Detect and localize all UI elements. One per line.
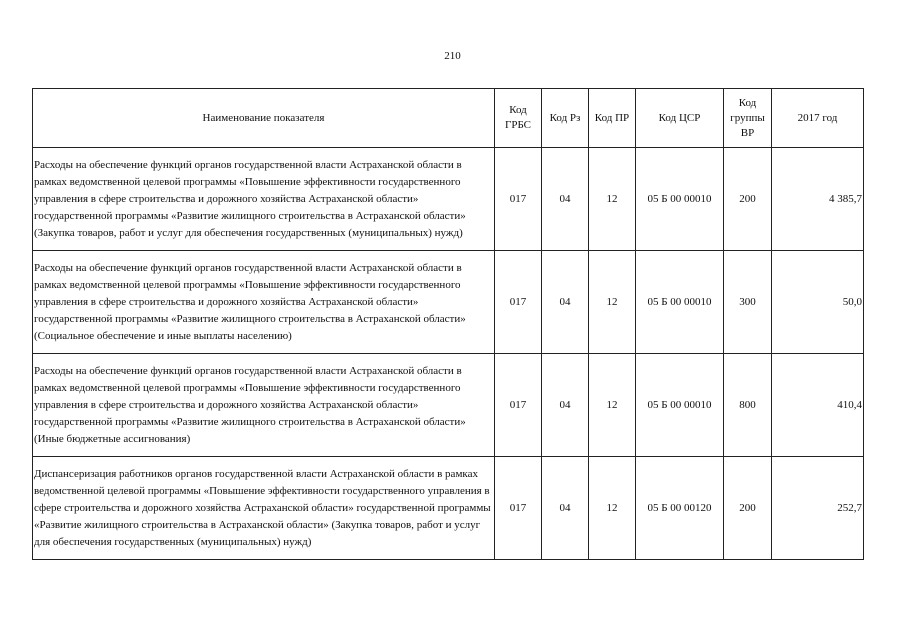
row-rz: 04 <box>542 148 589 251</box>
row-vr: 200 <box>724 457 772 560</box>
header-name: Наименование показателя <box>33 89 495 148</box>
table-row <box>33 148 864 251</box>
row-grbs: 017 <box>495 251 542 354</box>
row-csr: 05 Б 00 00010 <box>636 148 724 251</box>
row-grbs: 017 <box>495 457 542 560</box>
row-grbs: 017 <box>495 354 542 457</box>
row-rz: 04 <box>542 251 589 354</box>
row-amount: 4 385,7 <box>772 148 864 251</box>
row-pr: 12 <box>589 148 636 251</box>
header-pr: Код ПР <box>589 89 636 148</box>
row-grbs: 017 <box>495 148 542 251</box>
row-rz: 04 <box>542 354 589 457</box>
row-vr: 800 <box>724 354 772 457</box>
table-row <box>33 354 864 457</box>
row-name: Расходы на обеспечение функций органов государственной власти Астраханской области в рамках ведомственной целевой программы «Повышение эффективности государственного управления в сфере строительства и дорожного хозяйства Астраханской области» государственной программы «Развитие жилищного строительства в Астраханской области» (Иные бюджетные ассигнования) <box>33 354 495 457</box>
row-pr: 12 <box>589 354 636 457</box>
table-row <box>33 251 864 354</box>
row-rz: 04 <box>542 457 589 560</box>
row-amount: 50,0 <box>772 251 864 354</box>
row-vr: 200 <box>724 148 772 251</box>
row-amount: 410,4 <box>772 354 864 457</box>
header-grbs: Код ГРБС <box>495 89 542 148</box>
row-name: Расходы на обеспечение функций органов государственной власти Астраханской области в рамках ведомственной целевой программы «Повышение эффективности государственного управления в сфере строительства и дорожного хозяйства Астраханской области» государственной программы «Развитие жилищного строительства в Астраханской области» (Закупка товаров, работ и услуг для обеспечения государственных (муниципальных) нужд) <box>33 148 495 251</box>
row-csr: 05 Б 00 00010 <box>636 251 724 354</box>
header-vr: Код группы ВР <box>724 89 772 148</box>
row-name: Диспансеризация работников органов государственной власти Астраханской области в рамках ведомственной целевой программы «Повышение эффективности государственного управления в сфере строительства и дорожного хозяйства Астраханской области» государственной программы «Развитие жилищного строительства в Астраханской области» (Закупка товаров, работ и услуг для обеспечения государственных (муниципальных) нужд) <box>33 457 495 560</box>
page-number: 210 <box>444 50 461 62</box>
header-year: 2017 год <box>772 89 864 148</box>
budget-table <box>32 88 864 560</box>
table-row <box>33 457 864 560</box>
row-csr: 05 Б 00 00120 <box>636 457 724 560</box>
row-pr: 12 <box>589 251 636 354</box>
row-vr: 300 <box>724 251 772 354</box>
row-amount: 252,7 <box>772 457 864 560</box>
row-pr: 12 <box>589 457 636 560</box>
header-rz: Код Рз <box>542 89 589 148</box>
row-csr: 05 Б 00 00010 <box>636 354 724 457</box>
header-csr: Код ЦСР <box>636 89 724 148</box>
table-header-row <box>33 89 864 148</box>
row-name: Расходы на обеспечение функций органов государственной власти Астраханской области в рамках ведомственной целевой программы «Повышение эффективности государственного управления в сфере строительства и дорожного хозяйства Астраханской области» государственной программы «Развитие жилищного строительства в Астраханской области» (Социальное обеспечение и иные выплаты населению) <box>33 251 495 354</box>
